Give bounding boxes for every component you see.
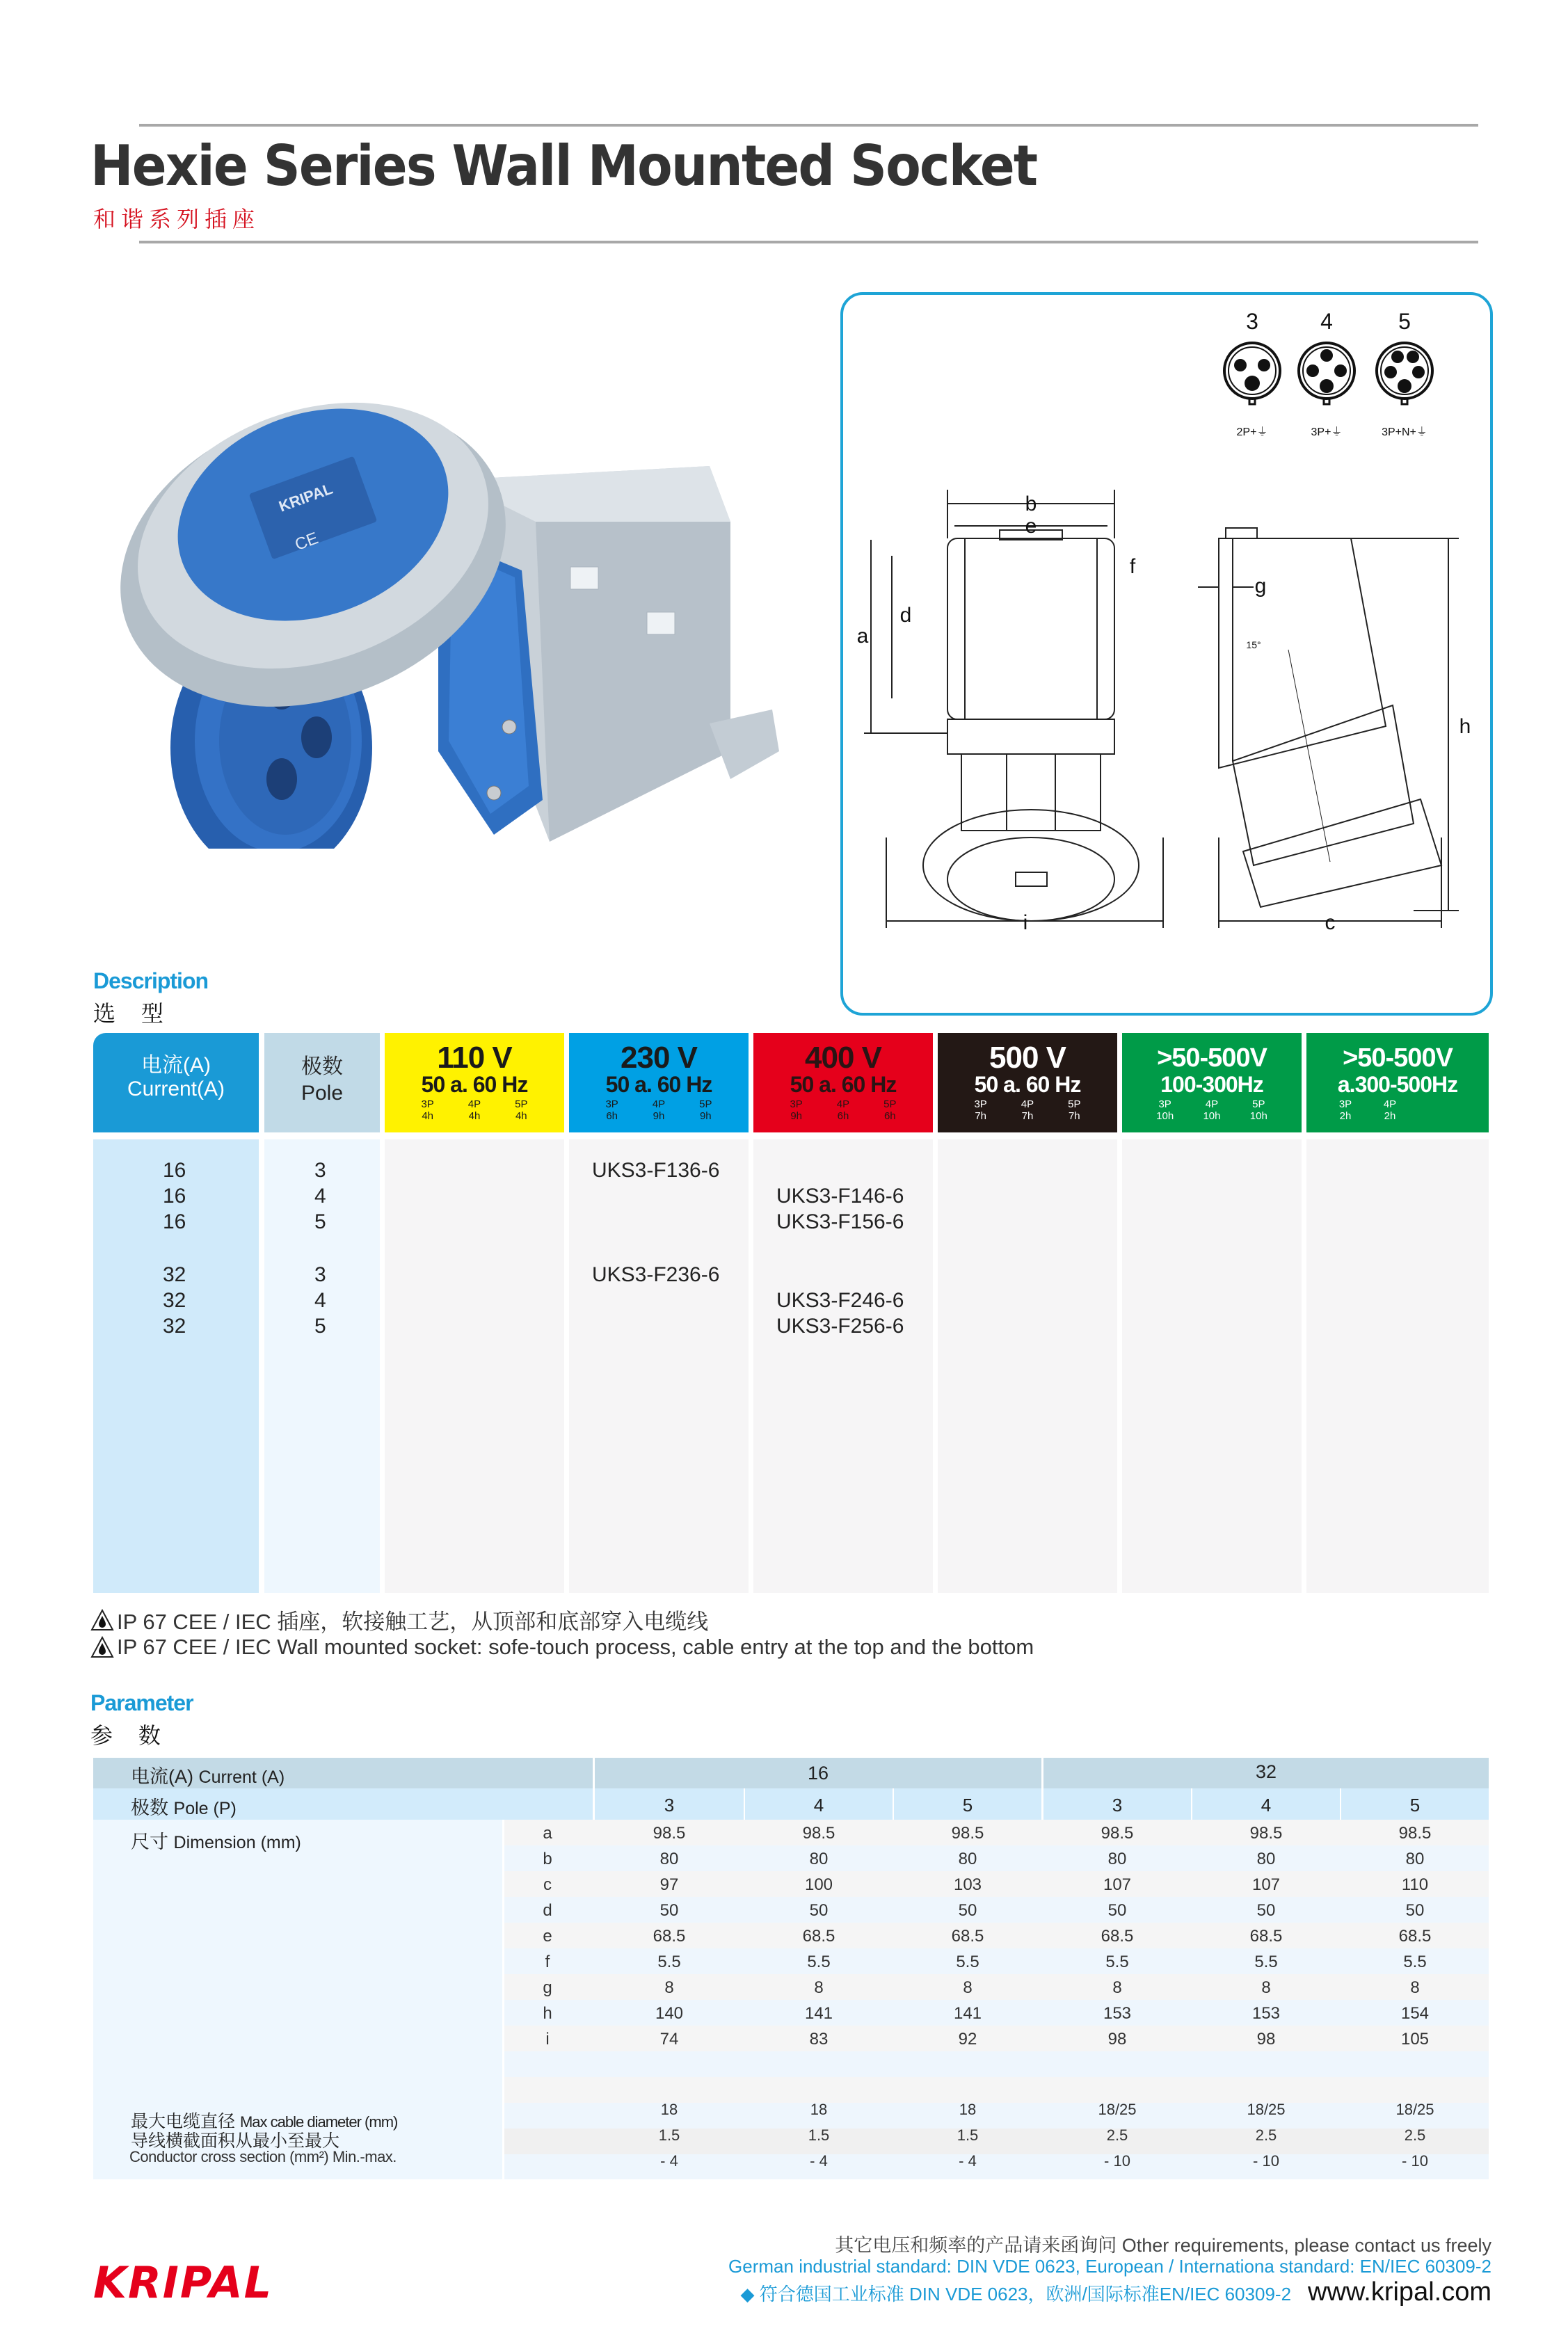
param-pole-value: 4: [1261, 1795, 1272, 1816]
param-current-16: 16: [807, 1763, 829, 1784]
pole-value: 4: [314, 1185, 326, 1208]
conductor-max-value: - 4: [810, 2152, 828, 2170]
header-50-500v-300-500hz: >50-500V a.300-500Hz 3P 2h 4P 2h: [1306, 1033, 1489, 1132]
dimension-value: 5.5: [807, 1953, 831, 1971]
dimension-value: 103: [953, 1875, 982, 1894]
dim-label-c: c: [1325, 911, 1336, 934]
model-400v[interactable]: UKS3-F146-6: [776, 1185, 904, 1208]
dimension-value: 8: [664, 1978, 674, 1997]
dimension-value: 80: [1405, 1850, 1425, 1868]
dimension-value: 83: [809, 2030, 829, 2049]
pin-count: 4: [1320, 309, 1333, 334]
note-en: [90, 1635, 1034, 1660]
conductor-min-value: 2.5: [1255, 2126, 1277, 2144]
pin-count: 5: [1398, 309, 1411, 334]
dimension-value: 140: [655, 2004, 684, 2023]
dimension-value: 8: [1112, 1978, 1122, 1997]
ip-droplet-warning-icon: [90, 1636, 114, 1658]
dimension-value: 110: [1401, 1875, 1429, 1894]
footer-standard-cn: ◆ 符合德国工业标准 DIN VDE 0623，欧洲/国际标准EN/IEC 60309-2 www.kripal.com: [740, 2277, 1491, 2307]
dimension-value: 98.5: [802, 1824, 835, 1843]
dimension-value: 80: [1107, 1850, 1127, 1868]
angle-label: 15°: [1246, 639, 1261, 650]
column-500v: [938, 1139, 1117, 1593]
dimension-key: c: [543, 1875, 552, 1894]
lid-ce-mark: CE: [292, 529, 321, 554]
dimension-value: 68.5: [1398, 1927, 1432, 1946]
brand-logo: KRIPAL: [93, 2257, 273, 2308]
conductor-label-en: Conductor cross section (mm²) Min.-max.: [129, 2148, 397, 2165]
lid-brand: KRIPAL: [276, 479, 335, 515]
top-divider: [139, 124, 1478, 127]
dimension-value: 68.5: [1249, 1927, 1283, 1946]
dimension-value: 68.5: [1101, 1927, 1134, 1946]
header-500v: 500 V 50 a. 60 Hz 3P 7h 4P 7h 5P 7h: [938, 1033, 1117, 1132]
max-cable-value: 18: [660, 2101, 678, 2118]
dimension-value: 8: [814, 1978, 824, 1997]
dimension-value: 98.5: [951, 1824, 984, 1843]
dimension-value: 98.5: [1101, 1824, 1134, 1843]
dimension-value: 5.5: [1254, 1953, 1278, 1971]
dimension-drawing: [843, 476, 1490, 977]
dimension-value: 8: [1261, 1978, 1271, 1997]
note-cn: [90, 1604, 708, 1635]
dimension-key: e: [543, 1927, 552, 1946]
product-image: [104, 362, 786, 849]
dimension-value: 50: [659, 1901, 679, 1920]
pole-value: 4: [314, 1289, 326, 1312]
max-cable-value: 18: [959, 2101, 977, 2118]
current-value: 32: [163, 1289, 186, 1312]
dimension-value: 107: [1103, 1875, 1132, 1894]
max-cable-label: 最大电缆直径 Max cable diameter (mm): [131, 2112, 398, 2131]
column-110v: [385, 1139, 564, 1593]
column-230v: [569, 1139, 749, 1593]
header-pole-cn: 极数: [301, 1055, 343, 1078]
dim-label-b: b: [1025, 492, 1037, 515]
header-pole-en: Pole: [301, 1082, 344, 1105]
dimension-value: 107: [1251, 1875, 1281, 1894]
dimension-value: 68.5: [653, 1927, 686, 1946]
dimension-value: 74: [659, 2030, 679, 2049]
dimension-value: 50: [1107, 1901, 1127, 1920]
pin-count: 3: [1246, 309, 1258, 334]
dimension-value: 98: [1256, 2030, 1276, 2049]
dimension-value: 50: [809, 1901, 829, 1920]
header-110v: 110 V 50 a. 60 Hz 3P 4h 4P 4h 5P 4h: [385, 1033, 564, 1132]
header-current-cn: 电流(A): [141, 1054, 211, 1077]
footer-contact: 其它电压和频率的产品请来函询问 Other requirements, please contact us freely: [835, 2235, 1491, 2256]
parameter-title: Parameter: [90, 1690, 193, 1715]
dim-label-g: g: [1254, 575, 1267, 598]
conductor-min-value: 2.5: [1106, 2126, 1128, 2144]
dimension-key: h: [543, 2004, 552, 2023]
dimension-value: 92: [958, 2030, 977, 2049]
dimension-value: 97: [659, 1875, 679, 1894]
dimension-value: 8: [963, 1978, 973, 1997]
pin-layout-4-icon: [1296, 340, 1357, 408]
param-pole-value: 5: [1409, 1795, 1421, 1816]
current-value: 16: [163, 1159, 186, 1182]
dimension-value: 80: [809, 1850, 829, 1868]
current-value: 16: [163, 1210, 186, 1233]
column-50-500v-a: [1122, 1139, 1302, 1593]
ip-droplet-warning-icon: [90, 1609, 114, 1631]
param-pole-value: 4: [813, 1795, 824, 1816]
pin-label: 3P+N+⏚: [1382, 426, 1427, 438]
pin-config-4: [1292, 309, 1361, 439]
dimension-value: 80: [1256, 1850, 1276, 1868]
pin-layout-5-icon: [1374, 340, 1435, 408]
dimension-value: 153: [1103, 2004, 1132, 2023]
note-text: IP 67 CEE / IEC Wall mounted socket: sofe-touch process, cable entry at the top and the bottom: [117, 1635, 1034, 1659]
dimension-value: 50: [958, 1901, 977, 1920]
model-400v[interactable]: UKS3-F256-6: [776, 1315, 904, 1338]
dim-label-h: h: [1459, 715, 1471, 738]
param-pole-label: 极数 Pole (P): [131, 1797, 237, 1818]
dimension-key: g: [543, 1978, 552, 1997]
current-value: 16: [163, 1185, 186, 1208]
dimension-value: 100: [804, 1875, 833, 1894]
conductor-min-value: 1.5: [658, 2126, 680, 2144]
dimension-value: 98: [1107, 2030, 1127, 2049]
conductor-label-cn: 导线横截面积从最小至最大: [131, 2131, 340, 2151]
conductor-max-value: - 4: [660, 2152, 678, 2170]
dimension-value: 105: [1400, 2030, 1430, 2049]
dimension-value: 98.5: [653, 1824, 686, 1843]
dimension-value: 50: [1256, 1901, 1276, 1920]
current-value: 32: [163, 1263, 186, 1286]
dimension-value: 68.5: [951, 1927, 984, 1946]
model-400v[interactable]: UKS3-F246-6: [776, 1289, 904, 1312]
pole-value: 5: [314, 1210, 326, 1233]
dimension-value: 80: [659, 1850, 679, 1868]
parameter-title-cn: 参 数: [90, 1723, 170, 1748]
dimension-value: 154: [1400, 2004, 1430, 2023]
pin-config-5: [1366, 309, 1443, 439]
pole-value: 3: [314, 1263, 326, 1286]
conductor-min-value: 1.5: [957, 2126, 979, 2144]
conductor-max-value: - 10: [1402, 2152, 1428, 2170]
header-400v: 400 V 50 a. 60 Hz 3P 9h 4P 6h 5P 6h: [753, 1033, 933, 1132]
model-230v[interactable]: UKS3-F236-6: [592, 1263, 720, 1286]
param-pole-value: 5: [962, 1795, 973, 1816]
description-title-cn: 选 型: [93, 1001, 173, 1026]
dimension-value: 5.5: [1403, 1953, 1427, 1971]
note-text: IP 67 CEE / IEC 插座，软接触工艺，从顶部和底部穿入电缆线: [117, 1610, 709, 1634]
max-cable-value: 18: [810, 2101, 828, 2118]
dimension-value: 153: [1251, 2004, 1281, 2023]
dimension-value: 141: [804, 2004, 833, 2023]
conductor-min-value: 2.5: [1404, 2126, 1426, 2144]
dimension-value: 141: [953, 2004, 982, 2023]
dim-label-i: i: [1023, 911, 1028, 934]
dim-label-a: a: [856, 625, 869, 648]
pin-label: 3P+⏚: [1311, 426, 1343, 438]
model-400v[interactable]: UKS3-F156-6: [776, 1210, 904, 1233]
header-230v: 230 V 50 a. 60 Hz 3P 6h 4P 9h 5P 9h: [569, 1033, 749, 1132]
header-pole: [264, 1033, 380, 1132]
header-current-en: Current(A): [127, 1077, 225, 1100]
description-title: Description: [93, 968, 209, 993]
dimension-key: a: [543, 1824, 552, 1843]
conductor-max-value: - 4: [959, 2152, 977, 2170]
dimension-key: b: [543, 1850, 552, 1868]
param-dimension-label: 尺寸 Dimension (mm): [131, 1832, 301, 1852]
dimension-value: 68.5: [802, 1927, 835, 1946]
max-cable-value: 18/25: [1098, 2101, 1137, 2118]
dimension-value: 80: [958, 1850, 977, 1868]
dim-label-d: d: [899, 604, 912, 627]
col-divider: [502, 1820, 504, 2179]
header-current: [93, 1033, 259, 1132]
header-divider: [139, 241, 1478, 243]
dimension-value: 5.5: [956, 1953, 979, 1971]
dimension-value: 8: [1410, 1978, 1420, 1997]
dimension-value: 5.5: [657, 1953, 681, 1971]
conductor-min-value: 1.5: [808, 2126, 830, 2144]
dimension-value: 98.5: [1398, 1824, 1432, 1843]
dim-label-f: f: [1129, 555, 1136, 578]
pin-config-3: [1217, 309, 1287, 439]
page-title: Hexie Series Wall Mounted Socket: [90, 134, 1037, 198]
pole-value: 5: [314, 1315, 326, 1338]
pin-label: 2P+⏚: [1236, 426, 1268, 438]
param-pole-value: 3: [664, 1795, 675, 1816]
conductor-max-value: - 10: [1253, 2152, 1279, 2170]
dimension-key: i: [545, 2030, 550, 2049]
conductor-max-value: - 10: [1104, 2152, 1130, 2170]
param-current-32: 32: [1255, 1761, 1277, 1782]
dim-label-e: e: [1025, 515, 1037, 538]
current-value: 32: [163, 1315, 186, 1338]
header-50-500v-100-300hz: >50-500V 100-300Hz 3P 10h 4P 10h 5P 10h: [1122, 1033, 1302, 1132]
column-50-500v-b: [1306, 1139, 1489, 1593]
dimension-value: 5.5: [1105, 1953, 1129, 1971]
dimension-value: 50: [1405, 1901, 1425, 1920]
website-link[interactable]: www.kripal.com: [1308, 2277, 1491, 2307]
max-cable-value: 18/25: [1395, 2101, 1434, 2118]
technical-diagram-box: [840, 292, 1493, 1016]
model-230v[interactable]: UKS3-F136-6: [592, 1159, 720, 1182]
dimension-value: 98.5: [1249, 1824, 1283, 1843]
dimension-key: d: [543, 1901, 552, 1920]
footer-standard-en: German industrial standard: DIN VDE 0623, European / Internationa standard: EN/IEC 60309-2: [728, 2256, 1491, 2277]
param-pole-value: 3: [1112, 1795, 1123, 1816]
page-subtitle-cn: 和谐系列插座: [93, 207, 261, 232]
param-striped-rows: [502, 1820, 1489, 2179]
pole-value: 3: [314, 1159, 326, 1182]
param-current-label: 电流(A) Current (A): [131, 1766, 285, 1787]
max-cable-value: 18/25: [1247, 2101, 1286, 2118]
pin-layout-3-icon: [1222, 340, 1283, 408]
dimension-key: f: [545, 1953, 550, 1971]
